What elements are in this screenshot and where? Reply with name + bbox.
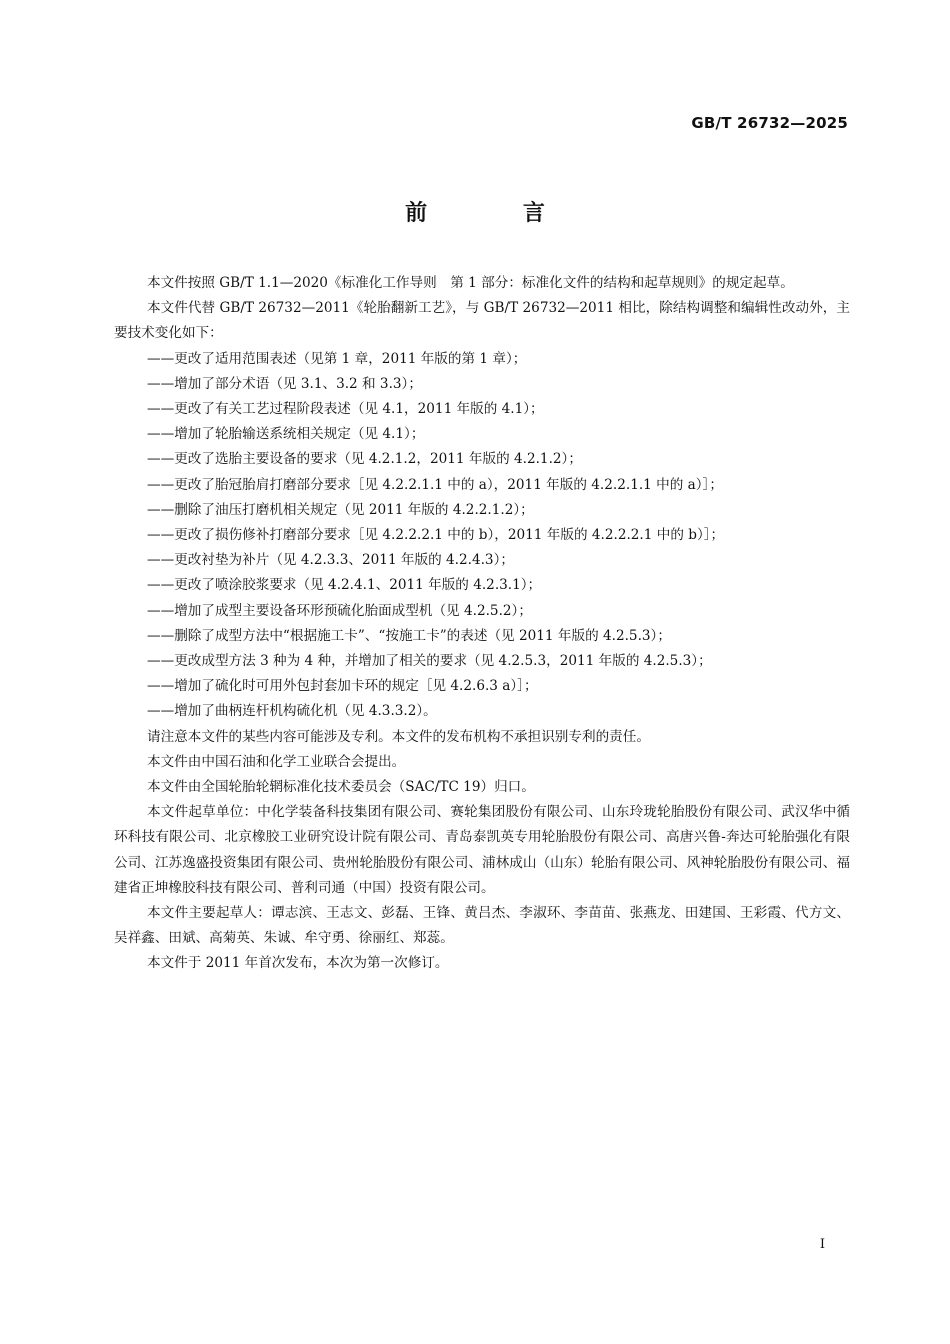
technical-changes-list (114, 347, 850, 725)
list-item: ——删除了成型方法中“根据施工卡”、“按施工卡”的表述（见 2011 年版的 4.2.5.3）； (147, 627, 671, 644)
list-item: ——更改了适用范围表述（见第 1 章，2011 年版的第 1 章）； (147, 350, 527, 367)
replacement-paragraph: 本文件代替 GB/T 26732—2011《轮胎翻新工艺》，与 GB/T 26732—2011 相比，除结构调整和编辑性改动外，主要技术变化如下： (114, 300, 850, 342)
drafting-rule-paragraph: 本文件按照 GB/T 1.1—2020《标准化工作导则 第 1 部分：标准化文件的结构和起草规则》的规定起草。 (147, 275, 794, 291)
page-number: I (819, 1237, 825, 1252)
standard-code: GB/T 26732—2025 (691, 114, 848, 132)
page-title: 前 言 (405, 201, 589, 226)
list-item: ——增加了成型主要设备环形预硫化胎面成型机（见 4.2.5.2）； (147, 602, 532, 619)
document-body (114, 271, 850, 977)
list-item: ——增加了曲柄连杆机构硫化机（见 4.3.3.2）。 (147, 703, 437, 720)
list-item: ——更改了选胎主要设备的要求（见 4.2.1.2，2011 年版的 4.2.1.2）； (147, 451, 582, 468)
publication-history-paragraph: 本文件于 2011 年首次发布，本次为第一次修订。 (147, 955, 449, 972)
managed-by-paragraph: 本文件由全国轮胎轮辋标准化技术委员会（SAC/TC 19）归口。 (147, 779, 535, 796)
list-item: ——更改了损伤修补打磨部分要求［见 4.2.2.2.1 中的 b），2011 年版的 4.2.2.2.1 中的 b）］； (147, 527, 725, 544)
proposed-by-paragraph: 本文件由中国石油和化学工业联合会提出。 (147, 753, 406, 770)
list-item: ——更改成型方法 3 种为 4 种，并增加了相关的要求（见 4.2.5.3，2011 年版的 4.2.5.3）； (147, 653, 712, 670)
list-item: ——更改了有关工艺过程阶段表述（见 4.1，2011 年版的 4.1）； (147, 401, 544, 418)
list-item: ——增加了硫化时可用外包封套加卡环的规定［见 4.2.6.3 a）］； (147, 678, 538, 695)
list-item: ——增加了部分术语（见 3.1、3.2 和 3.3）； (147, 375, 422, 392)
list-item: ——更改衬垫为补片（见 4.2.3.3、2011 年版的 4.2.4.3）； (147, 552, 514, 569)
main-drafters-paragraph: 本文件主要起草人：谭志滨、王志文、彭磊、王锋、黄吕杰、李淑环、李苗苗、张燕龙、田建国、王彩霞、代方文、吴祥鑫、田斌、高菊英、朱诚、牟守勇、徐丽红、郑蕊。 (114, 905, 850, 947)
drafting-units-paragraph: 本文件起草单位：中化学装备科技集团有限公司、赛轮集团股份有限公司、山东玲珑轮胎股份有限公司、武汉华中循环科技有限公司、北京橡胶工业研究设计院有限公司、青岛泰凯英专用轮胎股份有限公司、高唐兴鲁-奔达可轮胎强化有限公司、江苏逸盛投资集团有限公司、贵州轮胎股份有限公司、浦林成山（山东）轮胎有限公司、风神轮胎股份有限公司、福建省正坤橡胶科技有限公司、普利司通（中国）投资有限公司。 (114, 804, 850, 896)
list-item: ——更改了喷涂胶浆要求（见 4.2.4.1、2011 年版的 4.2.3.1）； (147, 577, 542, 594)
list-item: ——删除了油压打磨机相关规定（见 2011 年版的 4.2.2.1.2）； (147, 501, 534, 518)
patent-notice-paragraph: 请注意本文件的某些内容可能涉及专利。本文件的发布机构不承担识别专利的责任。 (147, 728, 650, 745)
list-item: ——更改了胎冠胎肩打磨部分要求［见 4.2.2.1.1 中的 a），2011 年版的 4.2.2.1.1 中的 a）］； (147, 476, 723, 493)
list-item: ——增加了轮胎输送系统相关规定（见 4.1）； (147, 426, 425, 443)
